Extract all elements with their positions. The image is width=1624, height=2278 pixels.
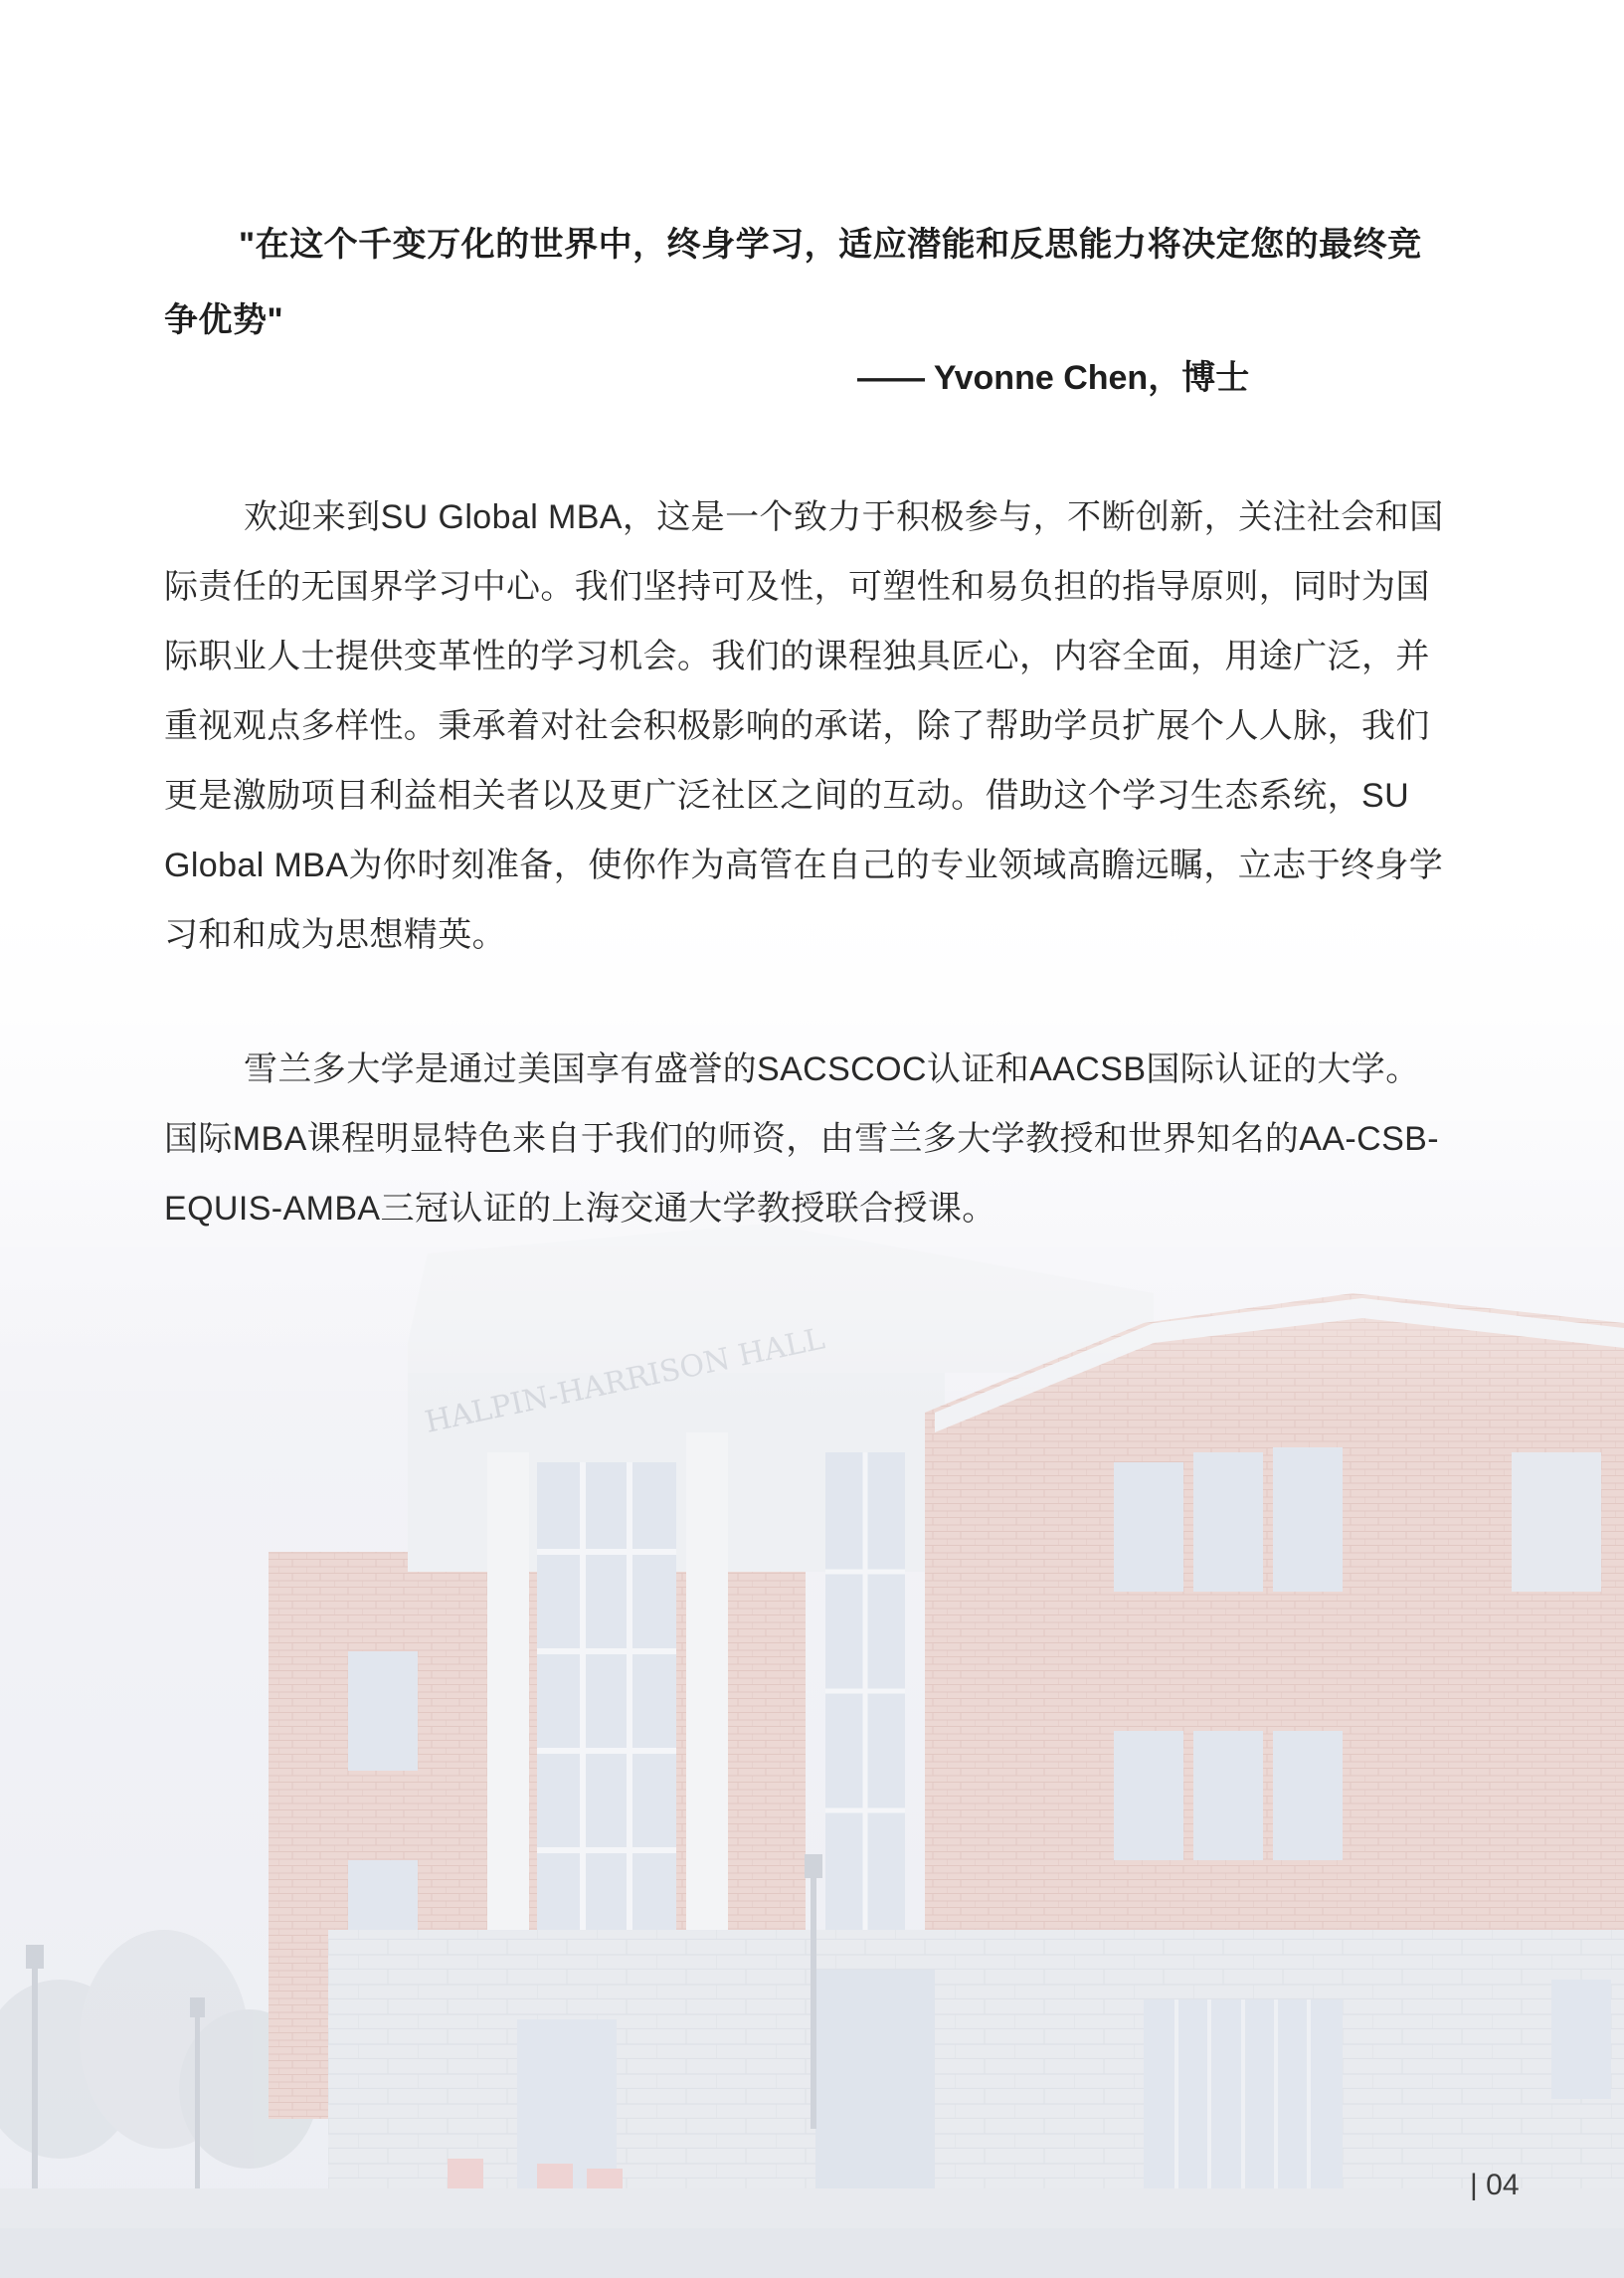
body-paragraph: 欢迎来到SU Global MBA，这是一个致力于积极参与，不断创新，关注社会和国际责任的无国界学习中心。我们坚持可及性，可塑性和易负担的指导原则，同时为国际职业人士提供变革性的学习机会。我们的课程独具匠心，内容全面，用途广泛，并重视观点多样性。秉承着对社会积极影响的承诺，除了帮助学员扩展个人人脉，我们更是激励项目利益相关者以及更广泛社区之间的互动。借助这个学习生态系统，SU Global MBA为你时刻准备，使你作为高管在自己的专业领域高瞻远瞩，立志于终身学习和和成为思想精英。 (164, 498, 1444, 954)
page-number: | 04 (1470, 2169, 1520, 2201)
quote-attribution: —— Yvonne Chen，博士 (857, 359, 1250, 397)
body-paragraph: 雪兰多大学是通过美国享有盛誉的SACSCOC认证和AACSB国际认证的大学。国际MBA课程明显特色来自于我们的师资，由雪兰多大学教授和世界知名的AA-CSB-EQUIS-AMBA三冠认证的上海交通大学教授联合授课。 (164, 1050, 1439, 1228)
building-stone-base (328, 1930, 1624, 2208)
quote-text: "在这个千变万化的世界中，终身学习，适应潜能和反思能力将决定您的最终竞争优势" (164, 226, 1422, 339)
middle-windows (1114, 1731, 1343, 1860)
